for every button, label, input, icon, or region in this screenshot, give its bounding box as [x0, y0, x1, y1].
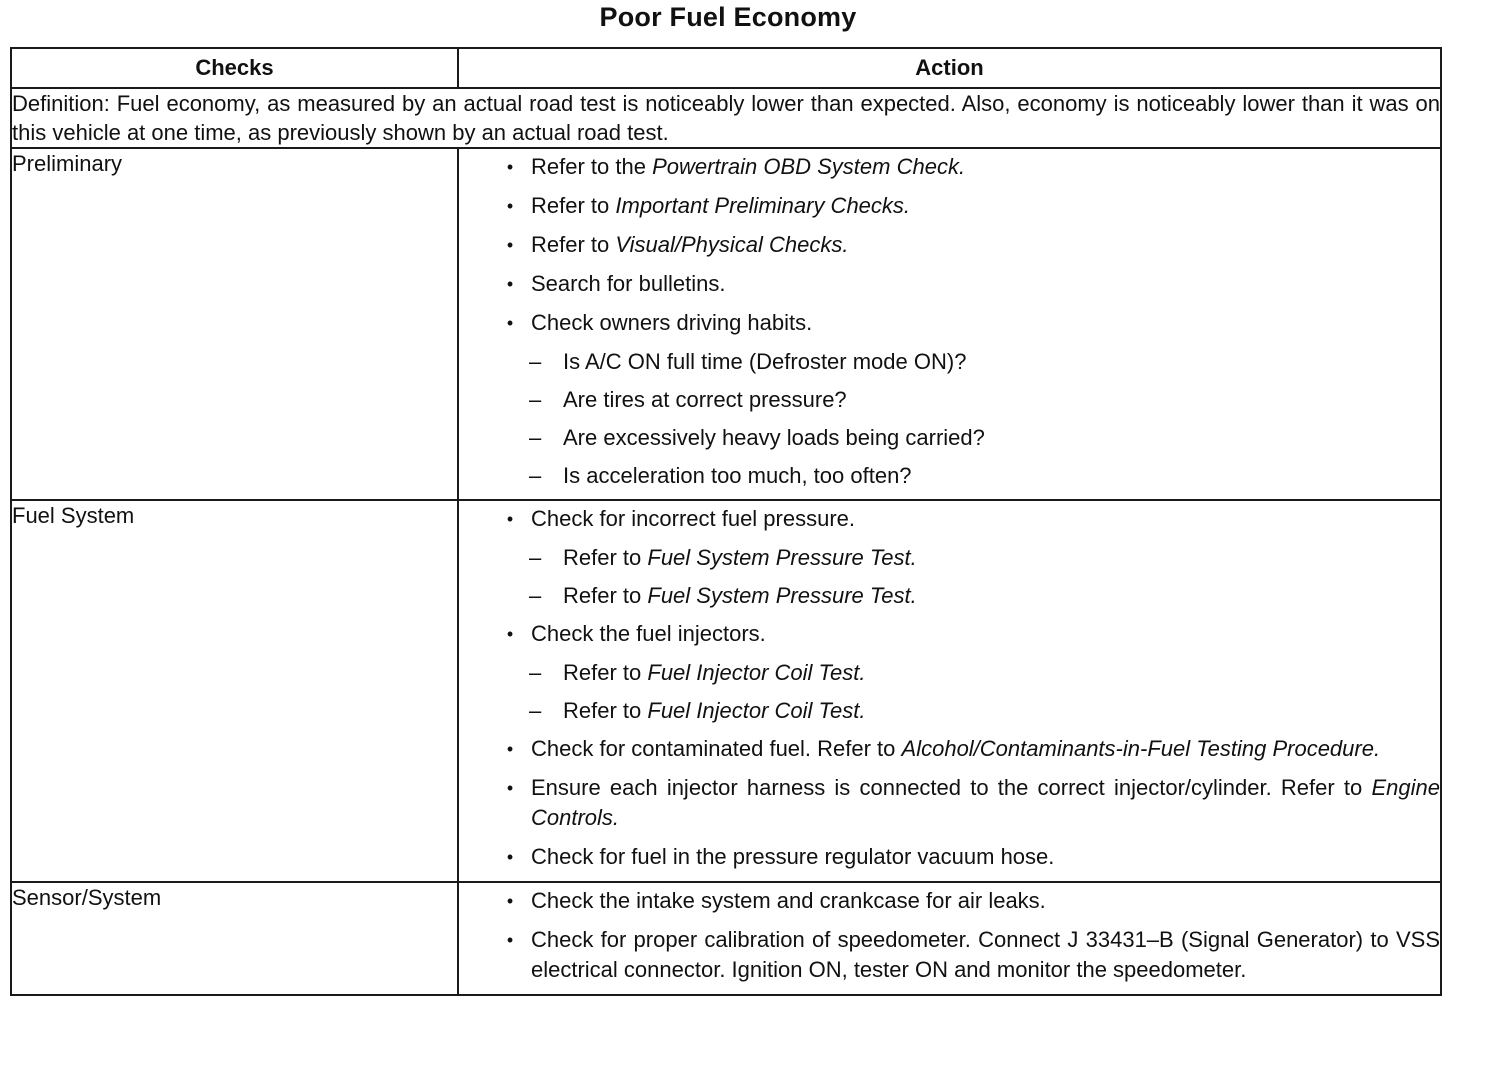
action-list	[459, 504, 1440, 872]
reference-link-text: Fuel System Pressure Test.	[647, 545, 917, 570]
sub-item	[459, 543, 1440, 573]
action-text: Refer to	[531, 193, 616, 218]
section-row	[11, 148, 1441, 500]
action-text: Refer to	[563, 583, 648, 608]
action-text: Refer to	[563, 545, 648, 570]
check-category: Sensor/System	[11, 882, 458, 995]
reference-link-text: Fuel System Pressure Test.	[647, 583, 917, 608]
action-text: Is acceleration too much, too often?	[563, 463, 912, 488]
action-text: Refer to	[531, 232, 616, 257]
bullet-item	[459, 619, 1440, 649]
bullet-icon: •	[506, 509, 514, 529]
section-row	[11, 882, 1441, 995]
dash-icon: –	[529, 660, 542, 685]
bullet-icon: •	[506, 930, 514, 950]
bullet-icon: •	[506, 196, 514, 216]
action-text: Is A/C ON full time (Defroster mode ON)?	[563, 349, 967, 374]
action-text: Refer to	[563, 698, 648, 723]
bullet-item	[459, 269, 1440, 299]
sub-item	[459, 461, 1440, 491]
check-category: Fuel System	[11, 500, 458, 882]
sub-list	[459, 543, 1440, 611]
action-text: Check for contaminated fuel. Refer to	[531, 736, 902, 761]
section-row	[11, 500, 1441, 882]
reference-link-text: Engine Controls.	[531, 775, 1440, 830]
action-text: Refer to the	[531, 154, 653, 179]
reference-link-text: Fuel Injector Coil Test.	[647, 660, 866, 685]
diagnostic-table	[10, 47, 1442, 996]
bullet-item	[459, 886, 1440, 916]
definition-row	[11, 88, 1441, 148]
action-text: Ensure each injector harness is connected to the correct injector/cylinder. Refer to	[531, 775, 1372, 800]
sub-list-holder	[459, 543, 1440, 611]
bullet-icon: •	[506, 274, 514, 294]
bullet-item	[459, 773, 1440, 833]
header-row	[11, 48, 1441, 88]
page-title: Poor Fuel Economy	[599, 2, 857, 32]
reference-link-text: Alcohol/Contaminants-in-Fuel Testing Procedure.	[901, 736, 1381, 761]
sub-item	[459, 696, 1440, 726]
action-text: Check for fuel in the pressure regulator vacuum hose.	[531, 844, 1055, 869]
header-checks: Checks	[11, 48, 458, 88]
action-cell	[458, 148, 1441, 500]
sub-item	[459, 658, 1440, 688]
action-cell	[458, 882, 1441, 995]
action-text: Check the intake system and crankcase for air leaks.	[531, 888, 1046, 913]
reference-link-text: Powertrain OBD System Check.	[652, 154, 966, 179]
sub-item	[459, 347, 1440, 377]
sub-item	[459, 385, 1440, 415]
action-text: Check for proper calibration of speedometer. Connect J 33431–B (Signal Generator) to VSS electrical connector. Ignition ON, tester ON and monitor the speedometer.	[531, 927, 1440, 982]
action-text: Check for incorrect fuel pressure.	[531, 506, 856, 531]
dash-icon: –	[529, 425, 542, 450]
sub-list	[459, 347, 1440, 491]
bullet-icon: •	[506, 624, 514, 644]
dash-icon: –	[529, 349, 542, 374]
bullet-item	[459, 734, 1440, 764]
action-text: Are excessively heavy loads being carried?	[563, 425, 985, 450]
dash-icon: –	[529, 387, 542, 412]
action-text: Are tires at correct pressure?	[563, 387, 847, 412]
definition-text: Definition: Fuel economy, as measured by an actual road test is noticeably lower than expected. Also, economy is noticeably lower than it was on this vehicle at one time, as previously shown by an actual road test.	[11, 88, 1441, 148]
action-list	[459, 152, 1440, 491]
dash-icon: –	[529, 463, 542, 488]
sub-list-holder	[459, 347, 1440, 491]
bullet-icon: •	[506, 313, 514, 333]
action-text: Check the fuel injectors.	[531, 621, 766, 646]
table-body	[11, 88, 1441, 995]
reference-link-text: Important Preliminary Checks.	[615, 193, 911, 218]
bullet-item	[459, 230, 1440, 260]
sub-item	[459, 581, 1440, 611]
action-text: Refer to	[563, 660, 648, 685]
check-category: Preliminary	[11, 148, 458, 500]
bullet-item	[459, 842, 1440, 872]
sub-list	[459, 658, 1440, 726]
bullet-item	[459, 152, 1440, 182]
bullet-item	[459, 504, 1440, 534]
sub-item	[459, 423, 1440, 453]
bullet-icon: •	[506, 157, 514, 177]
bullet-icon: •	[506, 739, 514, 759]
reference-link-text: Visual/Physical Checks.	[615, 232, 849, 257]
reference-link-text: Fuel Injector Coil Test.	[647, 698, 866, 723]
bullet-item	[459, 925, 1440, 985]
action-cell	[458, 500, 1441, 882]
bullet-icon: •	[506, 891, 514, 911]
header-action: Action	[458, 48, 1441, 88]
bullet-icon: •	[506, 778, 514, 798]
bullet-item	[459, 308, 1440, 338]
bullet-icon: •	[506, 847, 514, 867]
action-list	[459, 886, 1440, 985]
bullet-item	[459, 191, 1440, 221]
dash-icon: –	[529, 545, 542, 570]
dash-icon: –	[529, 698, 542, 723]
dash-icon: –	[529, 583, 542, 608]
sub-list-holder	[459, 658, 1440, 726]
action-text: Check owners driving habits.	[531, 310, 813, 335]
bullet-icon: •	[506, 235, 514, 255]
action-text: Search for bulletins.	[531, 271, 726, 296]
